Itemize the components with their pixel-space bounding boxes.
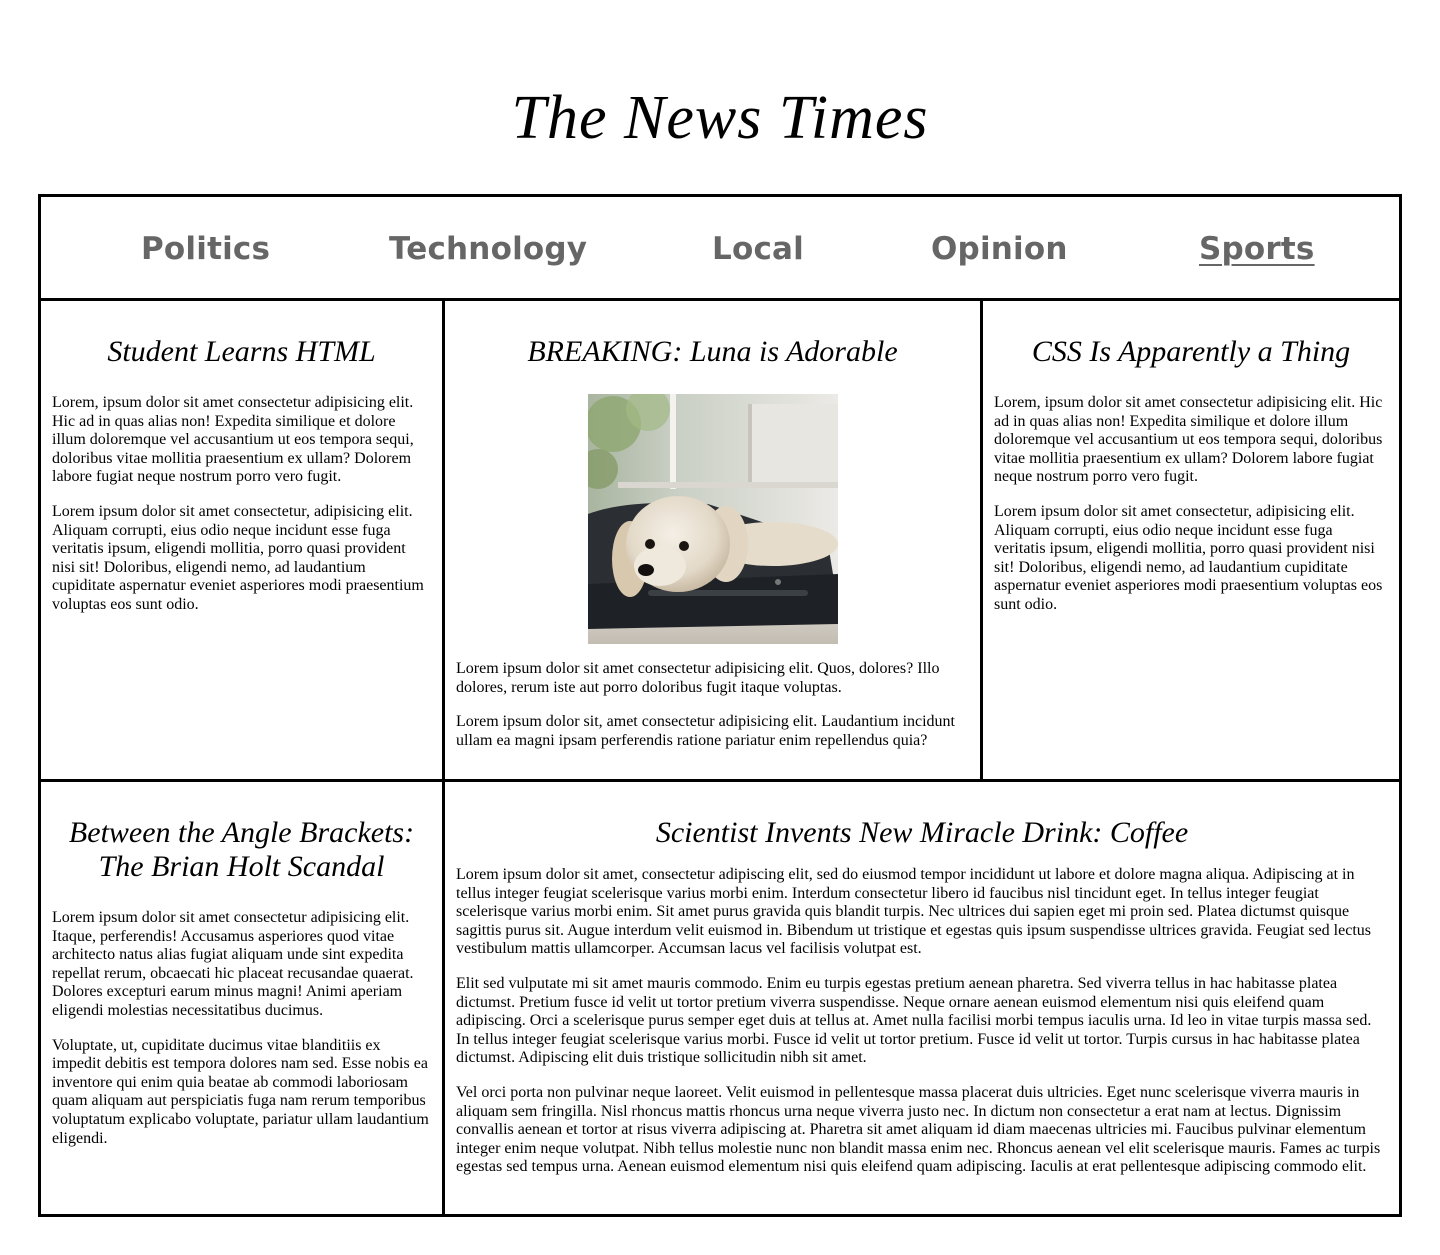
- article-paragraph: Lorem ipsum dolor sit amet consectetur, adipisicing elit. Aliquam corrupti, eius odio neque incidunt esse fuga veritatis ipsum, eligendi mollitia, porro quasi provident nisi sit! Doloribus, eligendi nemo, ad laudantium cupiditate aspernatur eveniet asperiores modi praesentium voluptas eos sunt odio.: [52, 502, 424, 613]
- article-paragraph: Voluptate, ut, cupiditate ducimus vitae blanditiis ex impedit debitis est tempora dolores nam sed. Esse nobis ea inventore qui enim quia beatae ab commodi laboriosam quam aliquam aut perspiciatis fuga nam rerum temporibus voluptatum explicabo voluptate, pariatur ullam laudantium eligendi.: [52, 1036, 429, 1147]
- article-css: [983, 335, 1399, 631]
- article-title-line: The Brian Holt Scandal: [98, 850, 385, 883]
- article-coffee: [445, 816, 1399, 1193]
- article-paragraph: Lorem, ipsum dolor sit amet consectetur adipisicing elit. Hic ad in quas alias non! Expedita similique et dolore illum doloremque vel accusantium ut eos tempora sequi, doloribus vitae mollitia praesentium ex ullam? Dolorem labore fugiat neque nostrum porro vero fugit.: [52, 394, 414, 486]
- article-paragraph: Lorem ipsum dolor sit amet consectetur, adipisicing elit. Aliquam corrupti, eius odio neque incidunt esse fuga veritatis ipsum, eligendi mollitia, porro quasi provident nisi sit! Doloribus, eligendi nemo, ad laudantium cupiditate aspernatur eveniet asperiores modi praesentium voluptas eos sunt odio.: [994, 502, 1383, 613]
- dog-photo: [588, 394, 838, 644]
- article-title: BREAKING: Luna is Adorable: [527, 335, 898, 368]
- nav-link-technology[interactable]: Technology: [389, 231, 588, 267]
- article-paragraph: Lorem ipsum dolor sit amet consectetur adipisicing elit. Quos, dolores? Illo dolores, rerum iste aut porro doloribus fugit itaque voluptas.: [456, 660, 940, 696]
- article-brian-holt: [41, 816, 442, 1164]
- site-title: The News Times: [511, 84, 929, 152]
- nav-link-politics[interactable]: Politics: [141, 231, 271, 267]
- nav-link-sports[interactable]: Sports: [1199, 231, 1315, 267]
- article-paragraph: Lorem, ipsum dolor sit amet consectetur adipisicing elit. Hic ad in quas alias non! Expedita similique et dolore illum doloremque vel accusantium ut eos tempora sequi, doloribus vitae mollitia praesentium ex ullam? Dolorem labore fugiat neque nostrum porro vero fugit.: [994, 394, 1383, 486]
- article-paragraph: Lorem ipsum dolor sit amet, consectetur adipiscing elit, sed do eiusmod tempor incididunt ut labore et dolore magna aliqua. Adipiscing at in tellus integer feugiat scelerisque varius morbi enim. Interdum consectetur libero id faucibus nisl tincidunt eget. In tellus integer feugiat scelerisque varius morbi enim. Sit amet purus gravida quis blandit turpis. Nec ultrices dui sapien eget mi proin sed. Platea dictumst quisque sagittis purus sit. Augue interdum velit euismod in. Bibendum ut tristique et egestas quis ipsum suspendisse ultrices gravida. Feugiat sed lectus vestibulum mattis ullamcorper. Accumsan lacus vel facilisis volutpat est.: [456, 866, 1371, 958]
- row-divider: [41, 779, 1399, 782]
- article-student-html: [41, 335, 442, 631]
- article-title-line: Between the Angle Brackets:: [68, 816, 415, 849]
- nav-link-opinion[interactable]: Opinion: [931, 231, 1068, 267]
- article-luna: [445, 335, 980, 766]
- article-title: [52, 816, 431, 884]
- main-nav: [41, 197, 1399, 301]
- article-paragraph: Lorem ipsum dolor sit, amet consectetur adipisicing elit. Laudantium incidunt ullam ea magni ipsam perferendis ratione pariatur enim repellendus quia?: [456, 713, 955, 749]
- article-paragraph: Elit sed vulputate mi sit amet mauris commodo. Enim eu turpis egestas pretium aenean pharetra. Sed viverra tellus in hac habitasse platea dictumst. Pretium fusce id velit ut tortor pretium viverra suspendisse. Neque ornare aenean euismod elementum nisi quis eleifend quam adipiscing. Orci a scelerisque purus semper eget duis at tellus at. Amet nulla facilisi morbi tempus iaculis urna. Id leo in vitae turpis massa sed. In tellus integer feugiat scelerisque varius morbi. Fusce id velit ut tortor pretium. Fusce id velit ut tortor. Turpis cursus in hac habitasse platea dictumst. Adipiscing elit duis tristique sollicitudin nibh sit amet.: [456, 974, 1372, 1067]
- article-paragraph: Lorem ipsum dolor sit amet consectetur adipisicing elit. Itaque, perferendis! Accusamus asperiores quod vitae architecto natus alias fugiat aliquam unde sint expedita repellat rerum, obcaecati hic placeat recusandae quaerat. Dolores excepturi earum minus magni! Animi aperiam eligendi molestias necessitatibus ducimus.: [52, 909, 414, 1019]
- article-title: Student Learns HTML: [107, 335, 376, 368]
- article-title: Scientist Invents New Miracle Drink: Coffee: [655, 816, 1189, 849]
- nav-link-local[interactable]: Local: [712, 231, 804, 267]
- article-title: CSS Is Apparently a Thing: [1031, 335, 1351, 368]
- newspaper-grid: [38, 194, 1402, 1217]
- article-paragraph: Vel orci porta non pulvinar neque laoreet. Velit euismod in pellentesque massa placerat duis ultricies. Eget nunc scelerisque viverra mauris in aliquam sem fringilla. Nisl rhoncus mattis rhoncus urna neque viverra justo nec. In dictum non consectetur a erat nam at lectus. Dignissim convallis aenean et tortor at risus viverra adipiscing at. Pharetra sit amet aliquam id diam maecenas ultricies mi. Faucibus pulvinar elementum integer enim neque volutpat. Nibh tellus molestie nunc non blandit massa enim nec. Rhoncus aenean vel elit scelerisque mauris. Fames ac turpis egestas sed tempus urna. Aenean euismod elementum nisi quis eleifend quam adipiscing. Iaculis at erat pellentesque adipiscing commodo elit.: [456, 1083, 1381, 1176]
